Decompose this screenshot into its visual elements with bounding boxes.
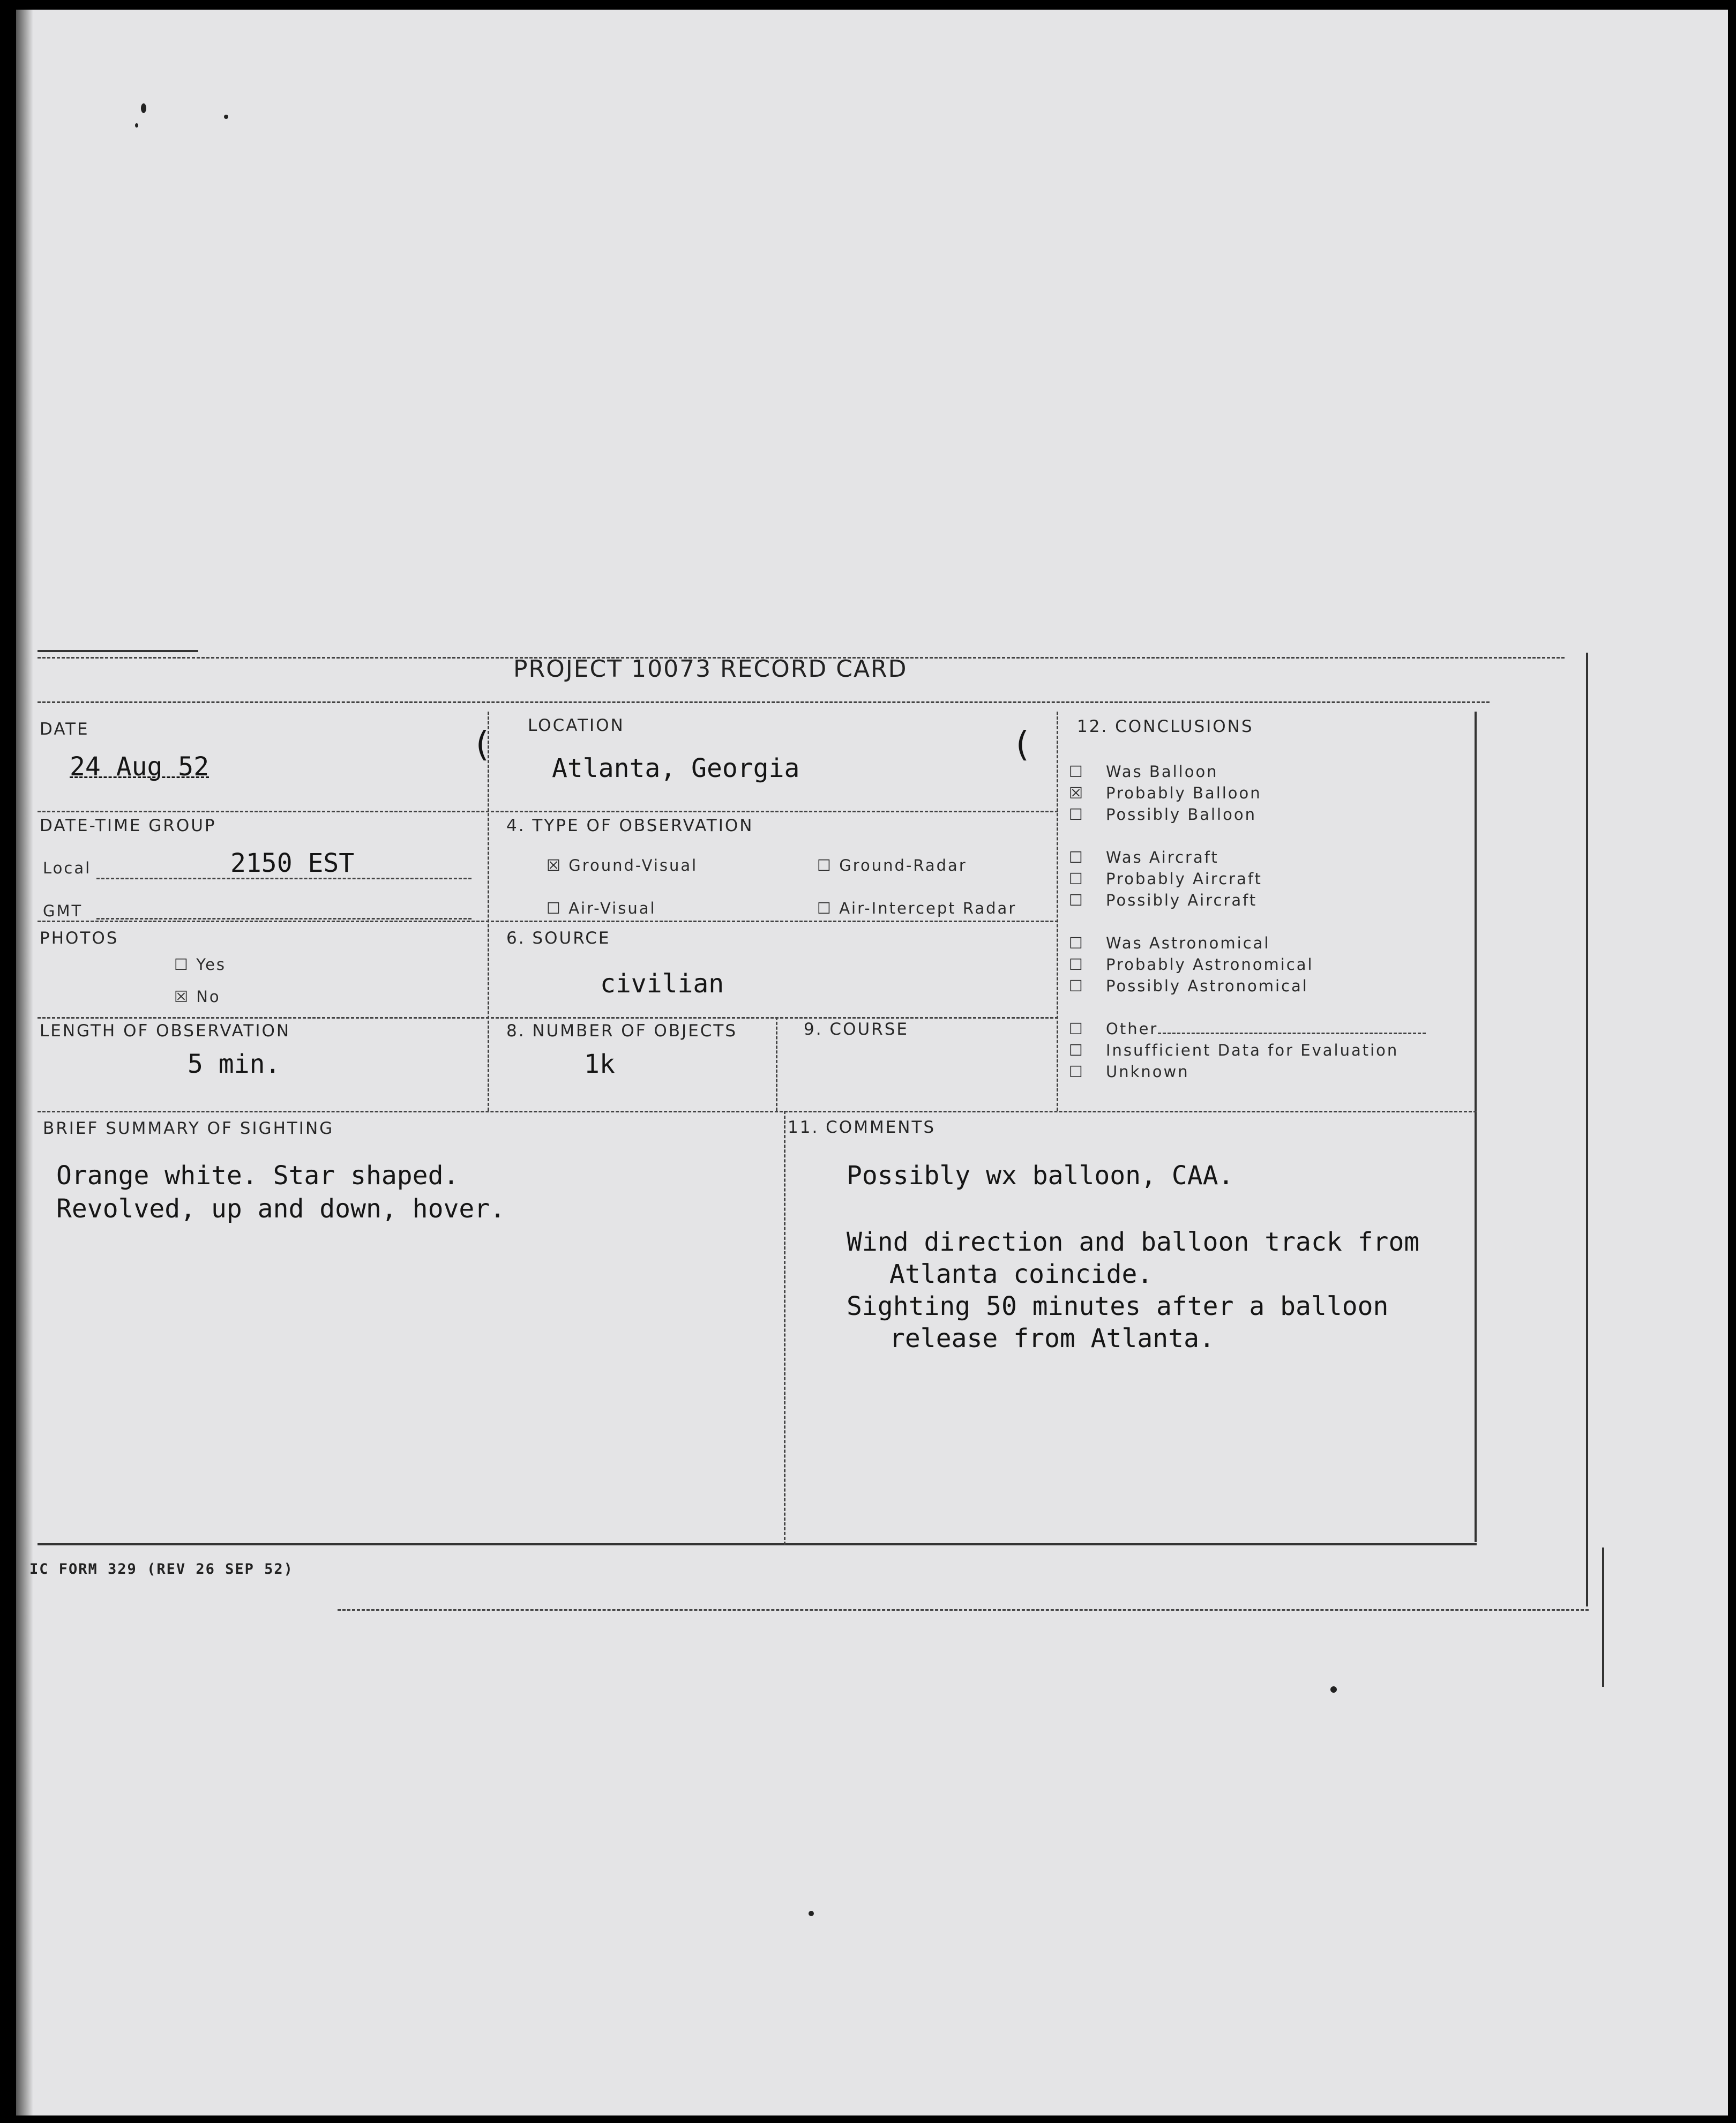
conclusion-item-label: Probably Balloon bbox=[1106, 784, 1262, 802]
obs-option-air-intercept-radar bbox=[817, 899, 1016, 917]
location-bracket: ( bbox=[1012, 725, 1032, 765]
checkbox-icon: ☐ bbox=[817, 856, 833, 874]
date-value: 24 Aug 52 bbox=[70, 752, 209, 782]
dust-speck bbox=[1330, 1686, 1337, 1693]
comments-line: Wind direction and balloon track from bbox=[847, 1227, 1420, 1257]
checkbox-icon: ☐ bbox=[1069, 977, 1084, 995]
checkbox-icon: ☐ bbox=[1069, 848, 1084, 866]
checkbox-icon: ☐ bbox=[1069, 1063, 1084, 1081]
checkbox-icon: ☐ bbox=[547, 899, 562, 917]
date-label: DATE bbox=[40, 720, 89, 739]
card-title: PROJECT 10073 RECORD CARD bbox=[513, 655, 908, 683]
dust-speck bbox=[224, 115, 228, 119]
checkbox-icon: ☐ bbox=[1069, 1041, 1084, 1059]
obs-option-air-visual bbox=[547, 899, 656, 917]
card-inner-right-border bbox=[1475, 712, 1477, 1542]
brief-summary-line: Orange white. Star shaped. bbox=[56, 1161, 459, 1191]
gmt-label: GMT bbox=[43, 902, 83, 920]
type-of-observation-label: 4. TYPE OF OBSERVATION bbox=[506, 816, 754, 835]
form-number: IC FORM 329 (REV 26 SEP 52) bbox=[29, 1561, 294, 1578]
conclusion-item bbox=[1069, 805, 1256, 824]
brief-summary-line: Revolved, up and down, hover. bbox=[56, 1194, 506, 1224]
checkbox-icon: ☐ bbox=[174, 955, 190, 974]
conclusion-item bbox=[1069, 1041, 1398, 1059]
number-of-objects-value: 1k bbox=[584, 1049, 615, 1079]
card-outer-right-border bbox=[1586, 653, 1588, 1606]
dust-speck bbox=[135, 123, 138, 128]
photos-option-yes bbox=[174, 955, 226, 974]
divider-lower bbox=[784, 1111, 785, 1545]
row-divider-2 bbox=[38, 921, 1058, 922]
obs-option-label: Air-Visual bbox=[568, 899, 656, 917]
dust-speck bbox=[141, 103, 146, 113]
checkbox-icon: ☐ bbox=[1069, 1020, 1084, 1038]
obs-option-label: Ground-Visual bbox=[568, 856, 698, 874]
card-outer-bottom-border bbox=[338, 1609, 1589, 1611]
obs-option-ground-radar bbox=[817, 856, 967, 874]
comments-line: release from Atlanta. bbox=[889, 1324, 1215, 1354]
photos-label: PHOTOS bbox=[40, 929, 119, 948]
conclusion-item-label: Insufficient Data for Evaluation bbox=[1106, 1041, 1399, 1059]
checkbox-checked-icon: ☒ bbox=[547, 856, 562, 874]
card-top-rule-left bbox=[38, 650, 198, 652]
conclusion-item-label: Was Balloon bbox=[1106, 763, 1218, 781]
card-inner-bottom-border bbox=[38, 1543, 1477, 1545]
photos-option-label: No bbox=[196, 988, 221, 1006]
row-divider-3 bbox=[38, 1017, 1058, 1019]
conclusions-label: 12. CONCLUSIONS bbox=[1077, 717, 1254, 736]
comments-line: Possibly wx balloon, CAA. bbox=[847, 1161, 1234, 1191]
conclusion-item bbox=[1069, 1063, 1189, 1081]
conclusion-item-label: Possibly Aircraft bbox=[1106, 891, 1258, 909]
obs-option-label: Air-Intercept Radar bbox=[839, 899, 1017, 917]
conclusion-item-label: Other bbox=[1106, 1020, 1158, 1038]
number-of-objects-label: 8. NUMBER OF OBJECTS bbox=[506, 1021, 738, 1041]
photos-option-label: Yes bbox=[196, 955, 227, 974]
comments-label: 11. COMMENTS bbox=[788, 1118, 936, 1137]
conclusion-item bbox=[1069, 848, 1219, 866]
location-label: LOCATION bbox=[528, 716, 625, 735]
conclusion-item-label: Was Astronomical bbox=[1106, 934, 1270, 952]
obs-option-ground-visual bbox=[547, 856, 698, 874]
checkbox-checked-icon: ☒ bbox=[1069, 784, 1084, 802]
gmt-underline bbox=[96, 918, 472, 920]
other-underline bbox=[1158, 1033, 1426, 1034]
conclusion-item bbox=[1069, 870, 1262, 888]
photos-option-no bbox=[174, 988, 221, 1006]
length-of-observation-label: LENGTH OF OBSERVATION bbox=[40, 1021, 291, 1041]
conclusion-item bbox=[1069, 955, 1314, 974]
conclusion-item bbox=[1069, 1020, 1426, 1038]
location-value: Atlanta, Georgia bbox=[552, 753, 800, 783]
divider-col3 bbox=[776, 1017, 777, 1111]
conclusion-item-label: Possibly Balloon bbox=[1106, 805, 1256, 824]
checkbox-icon: ☐ bbox=[1069, 805, 1084, 824]
card-header-rule bbox=[38, 701, 1490, 703]
conclusion-item bbox=[1069, 891, 1257, 909]
date-bracket: ( bbox=[472, 725, 492, 765]
obs-option-label: Ground-Radar bbox=[839, 856, 967, 874]
row-divider-4 bbox=[38, 1111, 1477, 1112]
comments-line: Atlanta coincide. bbox=[889, 1259, 1153, 1289]
conclusion-item-label: Unknown bbox=[1106, 1063, 1189, 1081]
page-right-mark bbox=[1602, 1548, 1604, 1687]
brief-summary-label: BRIEF SUMMARY OF SIGHTING bbox=[43, 1119, 334, 1138]
scan-edge-shadow bbox=[16, 10, 33, 2115]
checkbox-icon: ☐ bbox=[817, 899, 833, 917]
conclusion-item-label: Possibly Astronomical bbox=[1106, 977, 1308, 995]
course-label: 9. COURSE bbox=[804, 1020, 909, 1039]
date-time-group-label: DATE-TIME GROUP bbox=[40, 816, 216, 835]
dust-speck bbox=[809, 1911, 814, 1916]
row-divider-1 bbox=[38, 811, 1058, 812]
conclusion-item-label: Probably Aircraft bbox=[1106, 870, 1262, 888]
comments-line: Sighting 50 minutes after a balloon bbox=[847, 1291, 1389, 1321]
source-value: civilian bbox=[600, 969, 724, 999]
checkbox-checked-icon: ☒ bbox=[174, 988, 190, 1006]
checkbox-icon: ☐ bbox=[1069, 870, 1084, 888]
conclusion-item-label: Was Aircraft bbox=[1106, 848, 1219, 866]
length-of-observation-value: 5 min. bbox=[188, 1049, 281, 1079]
conclusion-item bbox=[1069, 934, 1270, 952]
local-value: 2150 EST bbox=[230, 848, 355, 878]
divider-col2 bbox=[1057, 712, 1058, 1111]
checkbox-icon: ☐ bbox=[1069, 955, 1084, 974]
conclusion-item bbox=[1069, 763, 1218, 781]
divider-col1 bbox=[488, 712, 489, 1111]
local-label: Local bbox=[43, 859, 92, 877]
checkbox-icon: ☐ bbox=[1069, 934, 1084, 952]
checkbox-icon: ☐ bbox=[1069, 891, 1084, 909]
checkbox-icon: ☐ bbox=[1069, 763, 1084, 781]
conclusion-item bbox=[1069, 977, 1308, 995]
source-label: 6. SOURCE bbox=[506, 929, 611, 948]
scanned-page bbox=[16, 10, 1728, 2115]
conclusion-item-label: Probably Astronomical bbox=[1106, 955, 1314, 974]
conclusion-item bbox=[1069, 784, 1262, 802]
